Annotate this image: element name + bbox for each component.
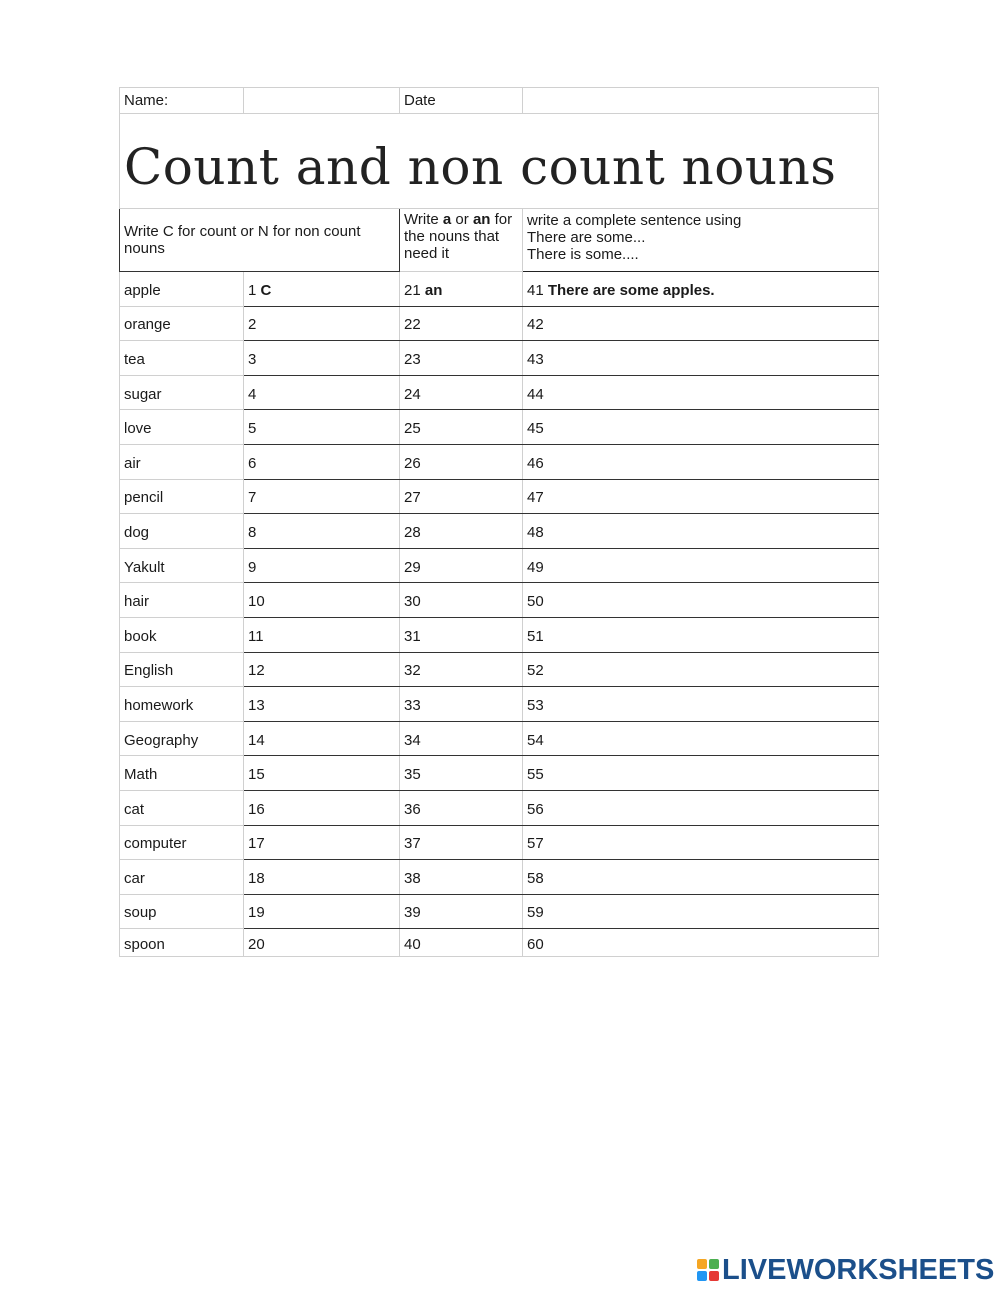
item-number: 52 bbox=[527, 662, 544, 680]
sentence-answer-cell[interactable] bbox=[523, 894, 879, 929]
item-number: 15 bbox=[248, 766, 265, 784]
item-number: 55 bbox=[527, 766, 544, 784]
article-answer-cell[interactable] bbox=[400, 375, 523, 410]
item-number: 18 bbox=[248, 869, 265, 887]
instruction-sentence-line: There are some... bbox=[527, 229, 646, 246]
item-number: 60 bbox=[527, 935, 544, 953]
noun-label: car bbox=[124, 869, 145, 887]
item-number: 11 bbox=[248, 627, 264, 645]
item-number: 31 bbox=[404, 627, 421, 645]
noun-label: computer bbox=[124, 835, 187, 853]
count-answer-cell[interactable] bbox=[244, 306, 400, 341]
count-answer-cell[interactable] bbox=[244, 617, 400, 652]
item-number: 32 bbox=[404, 662, 421, 680]
item-number: 41 bbox=[527, 281, 544, 299]
count-answer-cell[interactable] bbox=[244, 410, 400, 445]
item-number: 47 bbox=[527, 489, 544, 507]
noun-label: soup bbox=[124, 904, 157, 922]
item-number: 39 bbox=[404, 904, 421, 922]
item-number: 58 bbox=[527, 869, 544, 887]
item-number: 7 bbox=[248, 489, 257, 507]
item-number: 20 bbox=[248, 935, 265, 953]
count-answer-cell[interactable] bbox=[244, 929, 400, 957]
instruction-article-a: a bbox=[442, 211, 452, 228]
item-number: 13 bbox=[248, 696, 265, 714]
item-number: 3 bbox=[248, 350, 257, 368]
item-number: 28 bbox=[404, 523, 421, 541]
instruction-count: Write C for count or N for non count nouns bbox=[120, 209, 400, 272]
article-answer-cell[interactable] bbox=[400, 410, 523, 445]
noun-row bbox=[120, 825, 879, 860]
noun-row bbox=[120, 756, 879, 791]
noun-label: apple bbox=[124, 281, 161, 299]
noun-cell bbox=[120, 825, 244, 860]
sentence-answer-cell[interactable] bbox=[523, 444, 879, 479]
count-answer-cell[interactable] bbox=[244, 341, 400, 376]
noun-cell bbox=[120, 721, 244, 756]
sentence-answer-cell[interactable] bbox=[523, 929, 879, 957]
instruction-sentence-line: There is some.... bbox=[527, 246, 639, 263]
noun-cell bbox=[120, 894, 244, 929]
article-answer-cell[interactable] bbox=[400, 929, 523, 957]
item-number: 2 bbox=[248, 316, 257, 334]
noun-cell bbox=[120, 410, 244, 445]
noun-row bbox=[120, 479, 879, 514]
count-answer-cell[interactable] bbox=[244, 790, 400, 825]
sentence-answer-cell[interactable] bbox=[523, 375, 879, 410]
noun-cell bbox=[120, 583, 244, 618]
article-answer-cell[interactable] bbox=[400, 860, 523, 895]
noun-cell bbox=[120, 444, 244, 479]
noun-row bbox=[120, 514, 879, 549]
count-answer-cell[interactable] bbox=[244, 687, 400, 722]
sentence-answer-cell[interactable] bbox=[523, 756, 879, 791]
liveworksheets-logo bbox=[697, 1254, 994, 1286]
article-answer-cell[interactable] bbox=[400, 479, 523, 514]
count-answer-cell[interactable] bbox=[244, 583, 400, 618]
answer-text: an bbox=[424, 281, 443, 299]
sentence-answer-cell[interactable] bbox=[523, 479, 879, 514]
article-answer-cell[interactable] bbox=[400, 790, 523, 825]
instruction-sentence-line: write a complete sentence using bbox=[527, 212, 742, 229]
item-number: 24 bbox=[404, 385, 421, 403]
item-number: 16 bbox=[248, 800, 265, 818]
count-answer-cell[interactable] bbox=[244, 756, 400, 791]
sentence-answer-cell[interactable] bbox=[523, 341, 879, 376]
title-cell bbox=[120, 114, 879, 209]
item-number: 29 bbox=[404, 558, 421, 576]
item-number: 40 bbox=[404, 935, 421, 953]
article-answer-cell[interactable] bbox=[400, 341, 523, 376]
item-number: 44 bbox=[527, 385, 544, 403]
item-number: 54 bbox=[527, 731, 544, 749]
article-answer-cell[interactable] bbox=[400, 721, 523, 756]
count-answer-cell[interactable] bbox=[244, 548, 400, 583]
header-row bbox=[120, 88, 879, 114]
noun-label: Geography bbox=[124, 731, 199, 749]
noun-label: orange bbox=[124, 316, 171, 334]
noun-label: love bbox=[124, 420, 152, 438]
date-field[interactable] bbox=[523, 88, 879, 114]
noun-cell bbox=[120, 929, 244, 957]
noun-label: pencil bbox=[124, 489, 164, 507]
instruction-article-part: Write bbox=[404, 211, 443, 228]
item-number: 35 bbox=[404, 766, 421, 784]
sentence-answer-cell[interactable] bbox=[523, 617, 879, 652]
item-number: 37 bbox=[404, 835, 421, 853]
name-label: Name: bbox=[120, 88, 244, 114]
noun-cell bbox=[120, 687, 244, 722]
count-answer-cell[interactable] bbox=[244, 825, 400, 860]
answer-text: There are some apples. bbox=[547, 281, 715, 299]
sentence-answer-cell[interactable] bbox=[523, 860, 879, 895]
item-number: 27 bbox=[404, 489, 421, 507]
logo-square bbox=[697, 1259, 707, 1269]
item-number: 14 bbox=[248, 731, 265, 749]
count-answer-cell[interactable] bbox=[244, 375, 400, 410]
article-answer-cell[interactable] bbox=[400, 272, 523, 307]
noun-row bbox=[120, 444, 879, 479]
item-number: 21 bbox=[404, 281, 421, 299]
count-answer-cell[interactable] bbox=[244, 652, 400, 687]
article-answer-cell[interactable] bbox=[400, 548, 523, 583]
count-answer-cell[interactable] bbox=[244, 444, 400, 479]
item-number: 50 bbox=[527, 593, 544, 611]
item-number: 5 bbox=[248, 420, 257, 438]
sentence-answer-cell[interactable] bbox=[523, 583, 879, 618]
sentence-answer-cell[interactable] bbox=[523, 306, 879, 341]
noun-label: sugar bbox=[124, 385, 162, 403]
article-answer-cell[interactable] bbox=[400, 583, 523, 618]
noun-row bbox=[120, 894, 879, 929]
item-number: 34 bbox=[404, 731, 421, 749]
noun-label: air bbox=[124, 454, 141, 472]
noun-label: cat bbox=[124, 800, 145, 818]
sentence-answer-cell[interactable] bbox=[523, 410, 879, 445]
noun-label: book bbox=[124, 627, 157, 645]
item-number: 17 bbox=[248, 835, 265, 853]
sentence-answer-cell[interactable] bbox=[523, 721, 879, 756]
noun-row bbox=[120, 375, 879, 410]
date-label: Date bbox=[400, 88, 523, 114]
noun-cell bbox=[120, 617, 244, 652]
noun-cell bbox=[120, 514, 244, 549]
item-number: 57 bbox=[527, 835, 544, 853]
logo-square bbox=[709, 1259, 719, 1269]
instruction-sentence bbox=[523, 209, 879, 272]
instruction-article bbox=[400, 209, 523, 272]
item-number: 10 bbox=[248, 593, 265, 611]
item-number: 49 bbox=[527, 558, 544, 576]
item-number: 38 bbox=[404, 869, 421, 887]
sentence-answer-cell[interactable] bbox=[523, 790, 879, 825]
noun-cell bbox=[120, 479, 244, 514]
item-number: 19 bbox=[248, 904, 265, 922]
noun-label: tea bbox=[124, 350, 145, 368]
item-number: 43 bbox=[527, 350, 544, 368]
noun-row bbox=[120, 617, 879, 652]
count-answer-cell[interactable] bbox=[244, 894, 400, 929]
count-answer-cell[interactable] bbox=[244, 860, 400, 895]
count-answer-cell[interactable] bbox=[244, 479, 400, 514]
noun-row bbox=[120, 341, 879, 376]
instructions-row bbox=[120, 209, 879, 272]
noun-row bbox=[120, 929, 879, 957]
noun-label: English bbox=[124, 662, 174, 680]
noun-row bbox=[120, 306, 879, 341]
noun-cell bbox=[120, 341, 244, 376]
item-number: 1 bbox=[248, 281, 257, 299]
item-number: 42 bbox=[527, 316, 544, 334]
item-number: 51 bbox=[527, 627, 544, 645]
instruction-article-part: or bbox=[451, 211, 473, 228]
item-number: 45 bbox=[527, 420, 544, 438]
noun-label: Yakult bbox=[124, 558, 165, 576]
count-answer-cell[interactable] bbox=[244, 721, 400, 756]
title-row bbox=[120, 114, 879, 209]
noun-label: homework bbox=[124, 696, 194, 714]
item-number: 9 bbox=[248, 558, 257, 576]
item-number: 46 bbox=[527, 454, 544, 472]
sentence-answer-cell[interactable] bbox=[523, 514, 879, 549]
logo-text: LIVEWORKSHEETS bbox=[722, 1253, 995, 1286]
logo-square bbox=[709, 1271, 719, 1281]
noun-row bbox=[120, 687, 879, 722]
article-answer-cell[interactable] bbox=[400, 652, 523, 687]
noun-row bbox=[120, 721, 879, 756]
worksheet-table bbox=[119, 87, 879, 957]
article-answer-cell[interactable] bbox=[400, 894, 523, 929]
page-title: Count and non count nouns bbox=[124, 138, 837, 196]
noun-row bbox=[120, 548, 879, 583]
sentence-answer-cell[interactable] bbox=[523, 652, 879, 687]
item-number: 12 bbox=[248, 662, 265, 680]
item-number: 6 bbox=[248, 454, 257, 472]
item-number: 53 bbox=[527, 696, 544, 714]
noun-row bbox=[120, 790, 879, 825]
item-number: 56 bbox=[527, 800, 544, 818]
article-answer-cell[interactable] bbox=[400, 514, 523, 549]
item-number: 48 bbox=[527, 523, 544, 541]
noun-label: Math bbox=[124, 766, 158, 784]
item-number: 36 bbox=[404, 800, 421, 818]
article-answer-cell[interactable] bbox=[400, 687, 523, 722]
item-number: 30 bbox=[404, 593, 421, 611]
item-number: 23 bbox=[404, 350, 421, 368]
noun-row bbox=[120, 272, 879, 307]
article-answer-cell[interactable] bbox=[400, 617, 523, 652]
noun-label: hair bbox=[124, 593, 150, 611]
noun-cell bbox=[120, 790, 244, 825]
item-number: 25 bbox=[404, 420, 421, 438]
logo-icon bbox=[697, 1259, 719, 1281]
item-number: 59 bbox=[527, 904, 544, 922]
article-answer-cell[interactable] bbox=[400, 306, 523, 341]
item-number: 22 bbox=[404, 316, 421, 334]
sentence-answer-cell[interactable] bbox=[523, 548, 879, 583]
noun-row bbox=[120, 860, 879, 895]
article-answer-cell[interactable] bbox=[400, 825, 523, 860]
item-number: 8 bbox=[248, 523, 257, 541]
noun-rows bbox=[120, 272, 879, 957]
logo-square bbox=[697, 1271, 707, 1281]
sentence-answer-cell[interactable] bbox=[523, 687, 879, 722]
noun-cell bbox=[120, 756, 244, 791]
noun-cell bbox=[120, 860, 244, 895]
item-number: 4 bbox=[248, 385, 257, 403]
noun-cell bbox=[120, 306, 244, 341]
item-number: 26 bbox=[404, 454, 421, 472]
instruction-article-part: for the nouns that need it bbox=[404, 211, 513, 262]
article-answer-cell[interactable] bbox=[400, 756, 523, 791]
instruction-article-an: an bbox=[472, 211, 491, 228]
noun-cell bbox=[120, 652, 244, 687]
name-field[interactable] bbox=[244, 88, 400, 114]
noun-row bbox=[120, 410, 879, 445]
noun-row bbox=[120, 583, 879, 618]
noun-cell bbox=[120, 548, 244, 583]
article-answer-cell[interactable] bbox=[400, 444, 523, 479]
noun-cell bbox=[120, 272, 244, 307]
item-number: 33 bbox=[404, 696, 421, 714]
noun-label: dog bbox=[124, 523, 150, 541]
count-answer-cell[interactable] bbox=[244, 272, 400, 307]
noun-row bbox=[120, 652, 879, 687]
noun-cell bbox=[120, 375, 244, 410]
answer-text: C bbox=[260, 281, 272, 299]
count-answer-cell[interactable] bbox=[244, 514, 400, 549]
noun-label: spoon bbox=[124, 935, 165, 953]
sentence-answer-cell[interactable] bbox=[523, 272, 879, 307]
sentence-answer-cell[interactable] bbox=[523, 825, 879, 860]
